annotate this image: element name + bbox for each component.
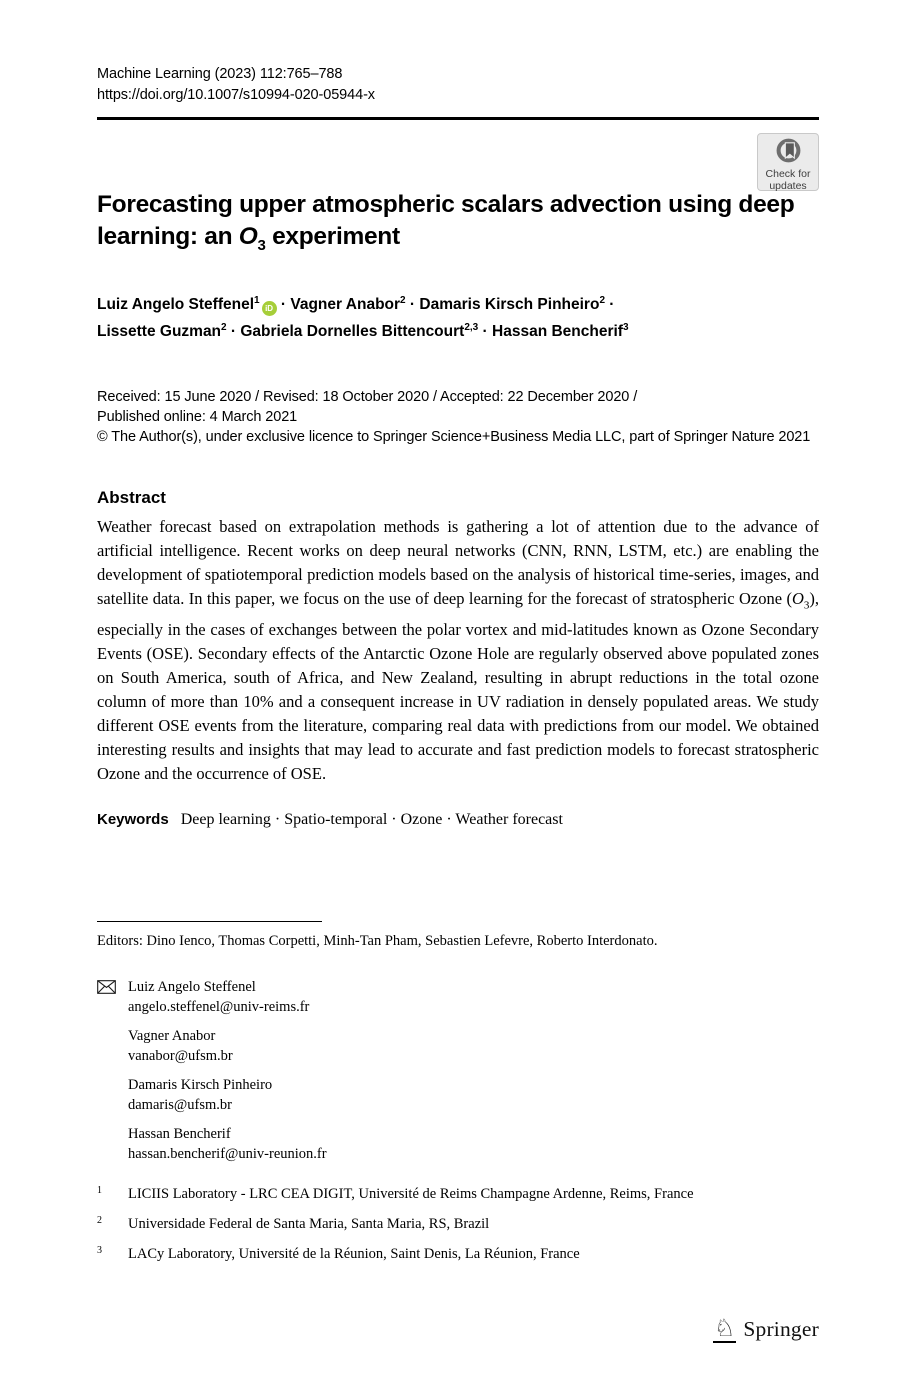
paper-title: Forecasting upper atmospheric scalars advection using deep learning: an $O_3$ experiment [97, 191, 795, 254]
author: Gabriela Dornelles Bittencourt [240, 323, 465, 341]
footnote-rule [97, 921, 322, 923]
math-symbol-ozone: O [791, 589, 804, 609]
correspondent-email[interactable]: damaris@ufsm.br [128, 1097, 232, 1113]
article-history [97, 387, 819, 447]
correspondent [97, 1026, 819, 1066]
keywords-label: Keywords [97, 810, 169, 828]
author: Hassan Bencherif [492, 323, 623, 341]
keywords-row [97, 811, 819, 829]
correspondent-name: Damaris Kirsch Pinheiro [128, 1077, 273, 1093]
correspondent-email[interactable]: vanabor@ufsm.br [128, 1048, 233, 1064]
check-updates-label: Check for updates [765, 168, 811, 192]
published-online: Published online: 4 March 2021 [97, 409, 298, 426]
affiliation: 1 LICIIS Laboratory - LRC CEA DIGIT, Université de Reims Champagne Ardenne, Reims, France [97, 1185, 694, 1202]
abstract-heading: Abstract [97, 488, 166, 508]
check-updates-badge[interactable] [757, 133, 819, 191]
corresponding-author [97, 977, 819, 1017]
author: Luiz Angelo Steffenel [97, 296, 255, 314]
author: Vagner Anabor [290, 296, 401, 314]
correspondent-email[interactable]: angelo.steffenel@univ-reims.fr [128, 999, 310, 1015]
header-rule [97, 117, 819, 120]
springer-wordmark: Springer [743, 1317, 819, 1341]
keywords-list: Deep learning · Spatio-temporal · Ozone · Weather forecast [180, 810, 563, 828]
springer-knight-icon: ♘ [713, 1314, 736, 1342]
journal-header [97, 64, 819, 106]
author: Damaris Kirsch Pinheiro [419, 296, 600, 314]
crossmark-icon [775, 137, 802, 169]
author-list: Luiz Angelo Steffenel$^1$iD · Vagner Anabor$^2$ · Damaris Kirsch Pinheiro$^2$ · Lissette Guzman$^2$ · Gabriela Dornelles Bittencourt$^{2,3}$ · Hassan Bencherif$^3$ [97, 294, 629, 341]
correspondent-name: Luiz Angelo Steffenel [128, 979, 256, 995]
correspondent-email[interactable]: hassan.bencherif@univ-reunion.fr [128, 1146, 327, 1162]
envelope-icon [97, 980, 116, 1000]
correspondent-name: Hassan Bencherif [128, 1126, 231, 1142]
correspondence-block [97, 977, 819, 1164]
correspondent [97, 1075, 819, 1115]
correspondent [97, 1124, 819, 1164]
correspondent-name: Vagner Anabor [128, 1028, 216, 1044]
orcid-icon[interactable]: iD [262, 301, 277, 316]
affiliations-block [97, 1184, 819, 1264]
math-symbol-ozone: O [238, 222, 258, 250]
editors-note: Editors: Dino Ienco, Thomas Corpetti, Minh-Tan Pham, Sebastien Lefevre, Roberto Interdonato. [97, 933, 658, 949]
copyright-line: © The Author(s), under exclusive licence to Springer Science+Business Media LLC, part of Springer Nature 2021 [97, 429, 811, 446]
doi-link[interactable]: https://doi.org/10.1007/s10994-020-05944-x [97, 87, 375, 103]
abstract-text: Weather forecast based on extrapolation methods is gathering a lot of attention due to the advance of artificial intelligence. Recent works on deep neural networks (CNN, RNN, LSTM, etc.) are enabling the development of spatiotemporal prediction models based on the analysis of historical time-series, images, and satellite data. In this paper, we focus on the use of deep learning for the forecast of stratospheric Ozone $(O_3)$, especially in the cases of exchanges between the polar vortex and mid-latitudes known as Ozone Secondary Events (OSE). Secondary effects of the Antarctic Ozone Hole are regularly observed above populated zones on South America, south of Africa, and New Zealand, resulting in abrupt reductions in the total ozone column of more than 10% and a consequent increase in UV radiation in densely populated areas. We study different OSE events from the literature, comparing real data with predictions from our model. We obtained interesting results and insights that may lead to accurate and fast prediction models to forecast stratospheric Ozone and the occurrence of OSE. [97, 517, 819, 783]
journal-citation: Machine Learning (2023) 112:765–788 [97, 66, 343, 82]
springer-logo [713, 1316, 819, 1343]
affiliation: 3 LACy Laboratory, Université de la Réunion, Saint Denis, La Réunion, France [97, 1245, 580, 1262]
affiliation: 2 Universidade Federal de Santa Maria, Santa Maria, RS, Brazil [97, 1215, 490, 1232]
received-revised-accepted: Received: 15 June 2020 / Revised: 18 October 2020 / Accepted: 22 December 2020 / [97, 389, 638, 406]
author: Lissette Guzman [97, 323, 222, 341]
